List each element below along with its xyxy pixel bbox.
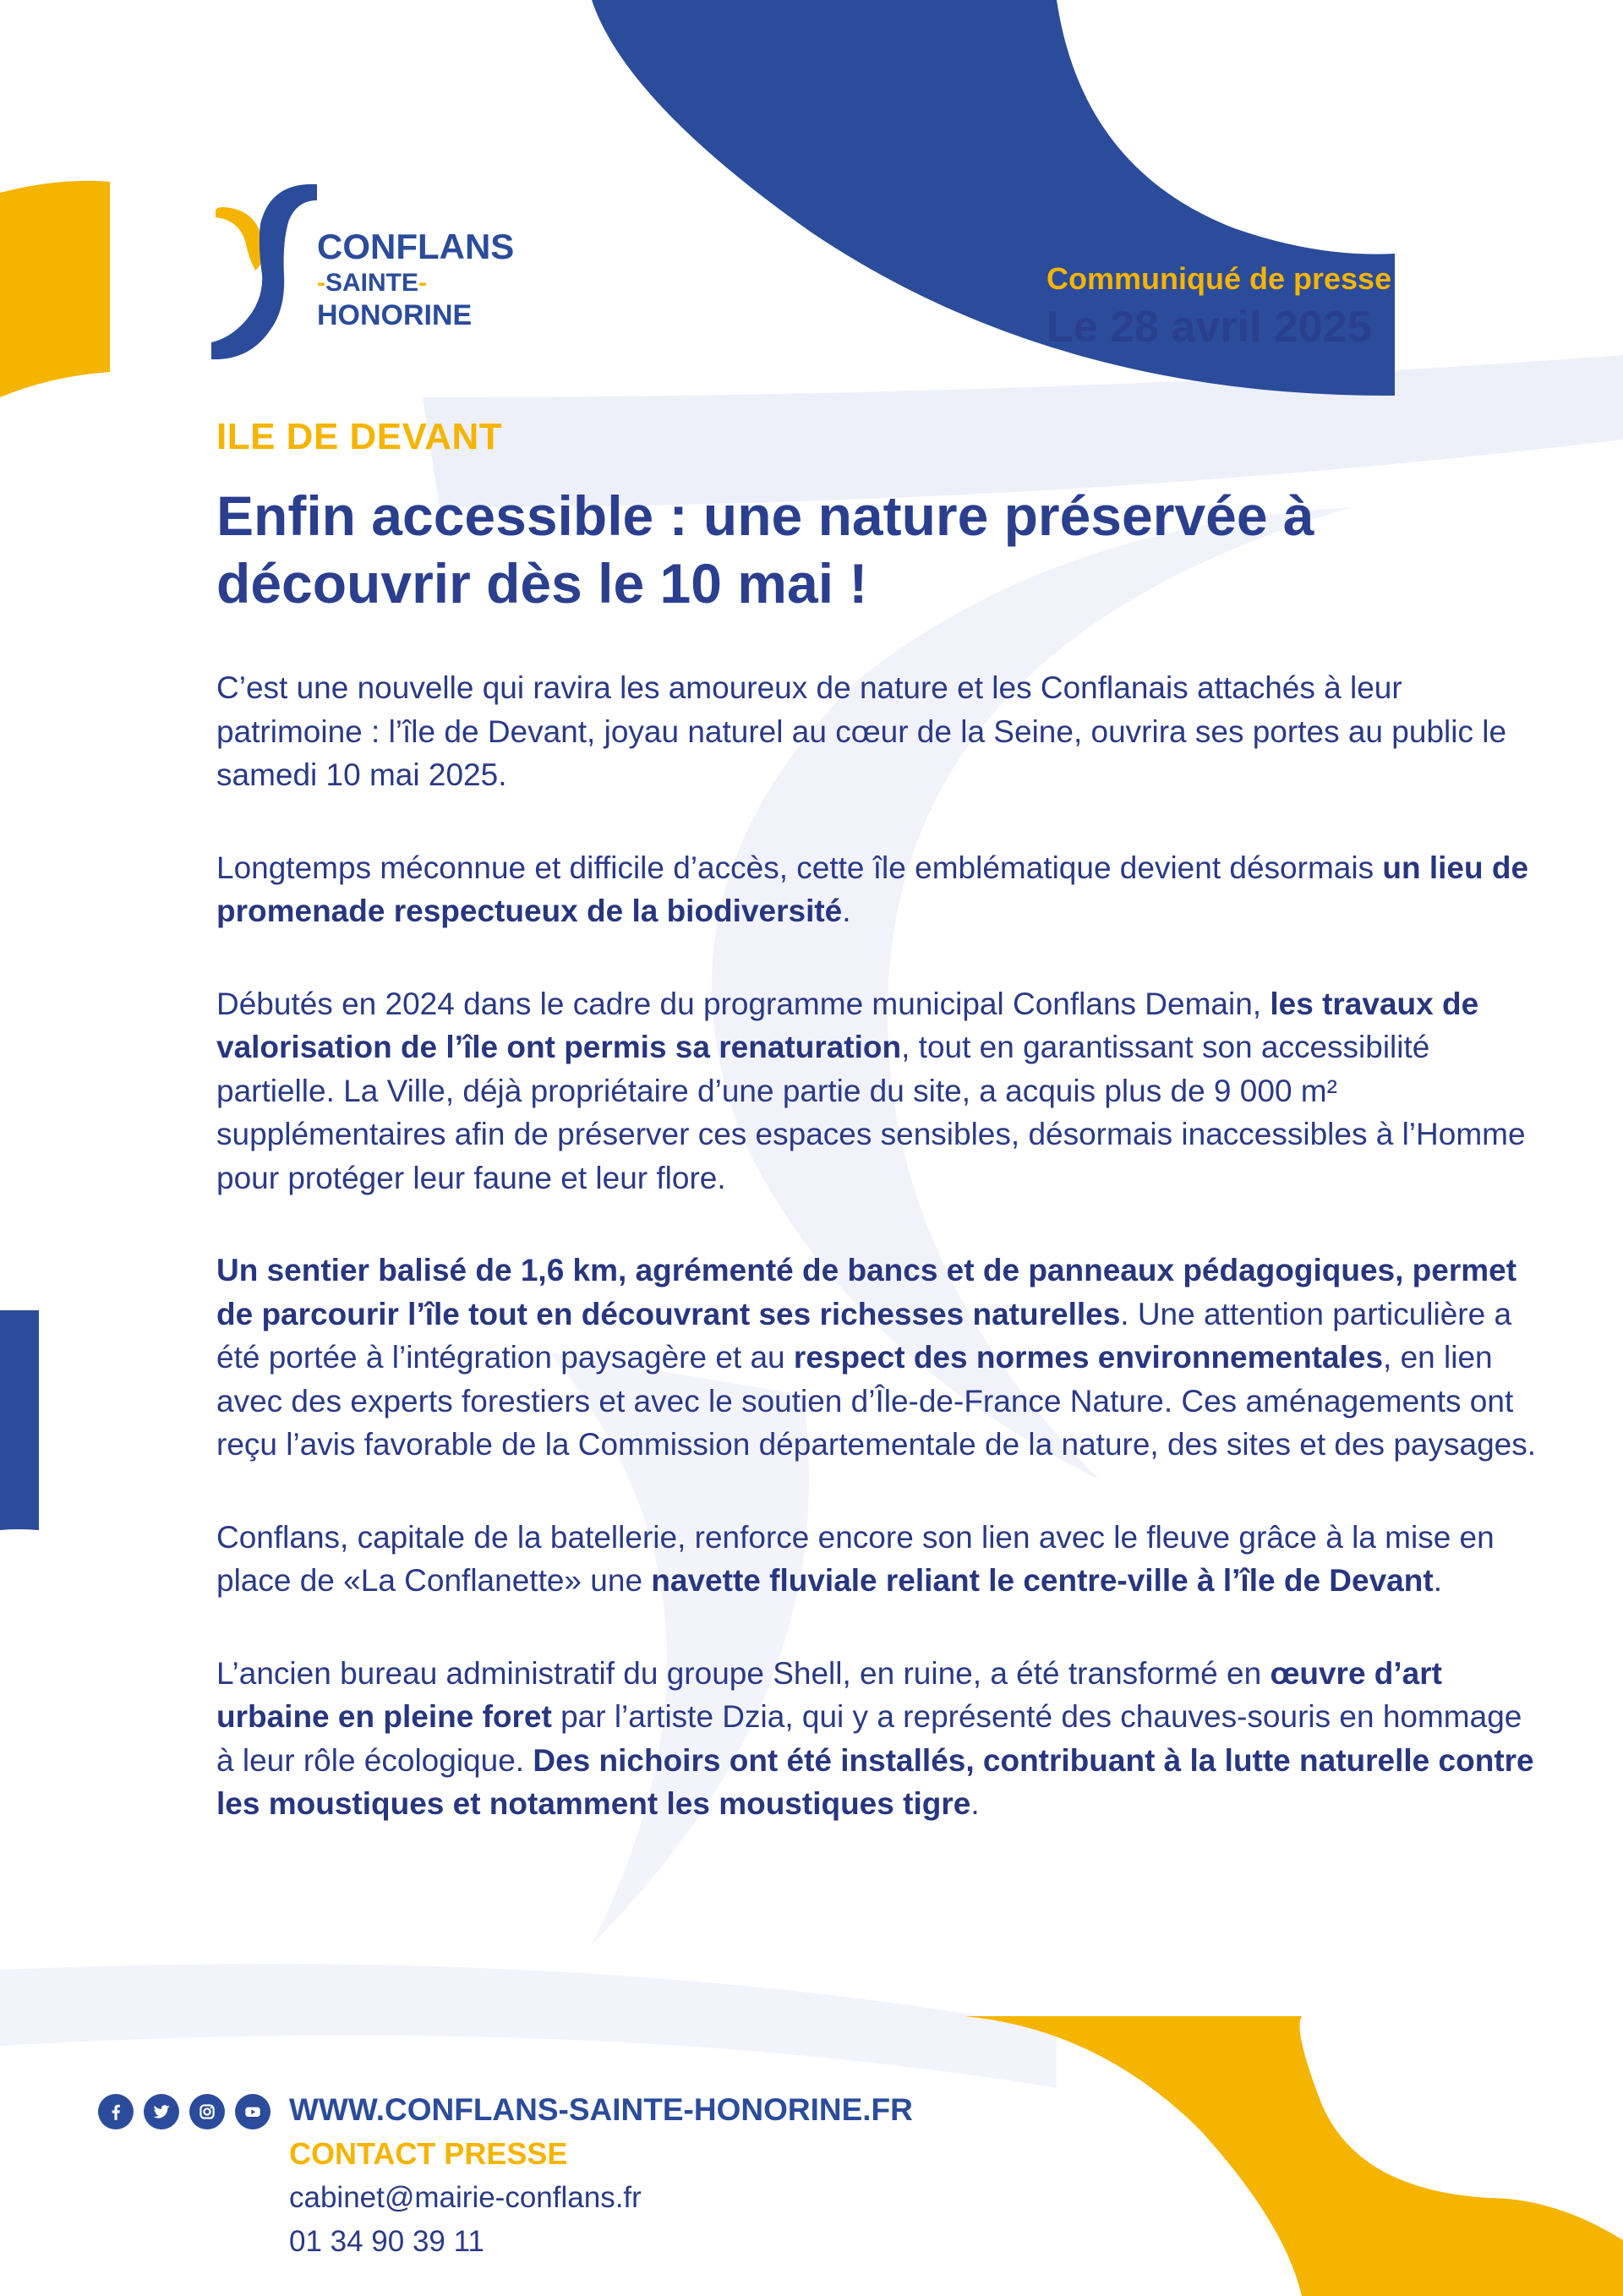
twitter-icon[interactable] bbox=[144, 2094, 179, 2129]
youtube-icon[interactable] bbox=[235, 2094, 270, 2129]
press-header bbox=[1046, 260, 1486, 353]
article-body bbox=[216, 666, 1544, 1875]
paragraph-promenade: Longtemps méconnue et difficile d’accès, cette île emblématique devient désormais un lieu de promenade respectueux de la biodiversité. bbox=[216, 850, 1529, 928]
website-link[interactable]: WWW.CONFLANS-SAINTE-HONORINE.FR bbox=[289, 2092, 913, 2127]
contact-label: CONTACT PRESSE bbox=[289, 2136, 568, 2171]
paragraph-intro: C’est une nouvelle qui ravira les amoureux de nature et les Conflanais attachés à leur patrimoine : l’île de Devant, joyau naturel au cœur de la Seine, ouvrira ses portes au public le samedi 10 mai 2025. bbox=[216, 670, 1507, 792]
instagram-icon[interactable] bbox=[189, 2094, 225, 2129]
footer-contact bbox=[289, 2088, 913, 2264]
paragraph-works: Débutés en 2024 dans le cadre du programme municipal Conflans Demain, les travaux de valorisation de l’île ont permis sa renaturation, tout en garantissant son accessibilité partielle. La Ville, déjà propriétaire d’une partie du site, a acquis plus de 9 000 m² supplémentaires afin de préserver ces espaces sensibles, désormais inaccessibles à l’Homme pour protéger leur faune et leur flore. bbox=[216, 986, 1526, 1195]
paragraph-street-art: L’ancien bureau administratif du groupe Shell, en ruine, a été transformé en œuvre d’art urbaine en pleine foret par l’artiste Dzia, qui y a représenté des chauves-souris en hommage à leur rôle écologique. Des nichoirs ont été installés, contribuant à la lutte naturelle contre les moustiques et notamment les moustiques tigre. bbox=[216, 1655, 1534, 1821]
article-headline bbox=[216, 482, 1484, 617]
press-release-label: Communiqué de presse bbox=[1046, 261, 1392, 296]
logo-wordmark-honorine: HONORINE bbox=[317, 299, 473, 331]
city-logo bbox=[211, 182, 549, 368]
paragraph-trail: Un sentier balisé de 1,6 km, agrémenté de bancs et de panneaux pédagogiques, permet de parcourir l’île tout en découvrant ses richesses naturelles. Une attention particulière a été portée à l’intégration paysagère et au respect des normes environnementales, en lien avec des experts forestiers et avec le soutien d’Île-de-France Nature. Ces aménagements ont reçu l’avis favorable de la Commission départementale de la nature, des sites et des paysages. bbox=[216, 1253, 1537, 1462]
facebook-icon[interactable] bbox=[98, 2094, 134, 2129]
city-logo-mark bbox=[211, 182, 321, 364]
article-kicker: ILE DE DEVANT bbox=[216, 416, 503, 457]
social-links bbox=[98, 2094, 270, 2129]
logo-wordmark-conflans: CONFLANS bbox=[317, 227, 515, 266]
logo-wordmark-sainte: -SAINTE- bbox=[317, 269, 428, 297]
paragraph-shuttle: Conflans, capitale de la batellerie, renforce encore son lien avec le fleuve grâce à la mise en place de «La Conflanette» une navette fluviale reliant le centre-ville à l’île de Devant. bbox=[216, 1519, 1495, 1598]
press-release-date: Le 28 avril 2025 bbox=[1046, 303, 1372, 352]
contact-email[interactable]: cabinet@mairie-conflans.fr bbox=[289, 2181, 642, 2214]
headline-line-2: découvrir dès le 10 mai ! bbox=[216, 552, 868, 615]
contact-phone[interactable]: 01 34 90 39 11 bbox=[289, 2225, 484, 2258]
headline-line-1: Enfin accessible : une nature préservée à bbox=[216, 484, 1314, 547]
